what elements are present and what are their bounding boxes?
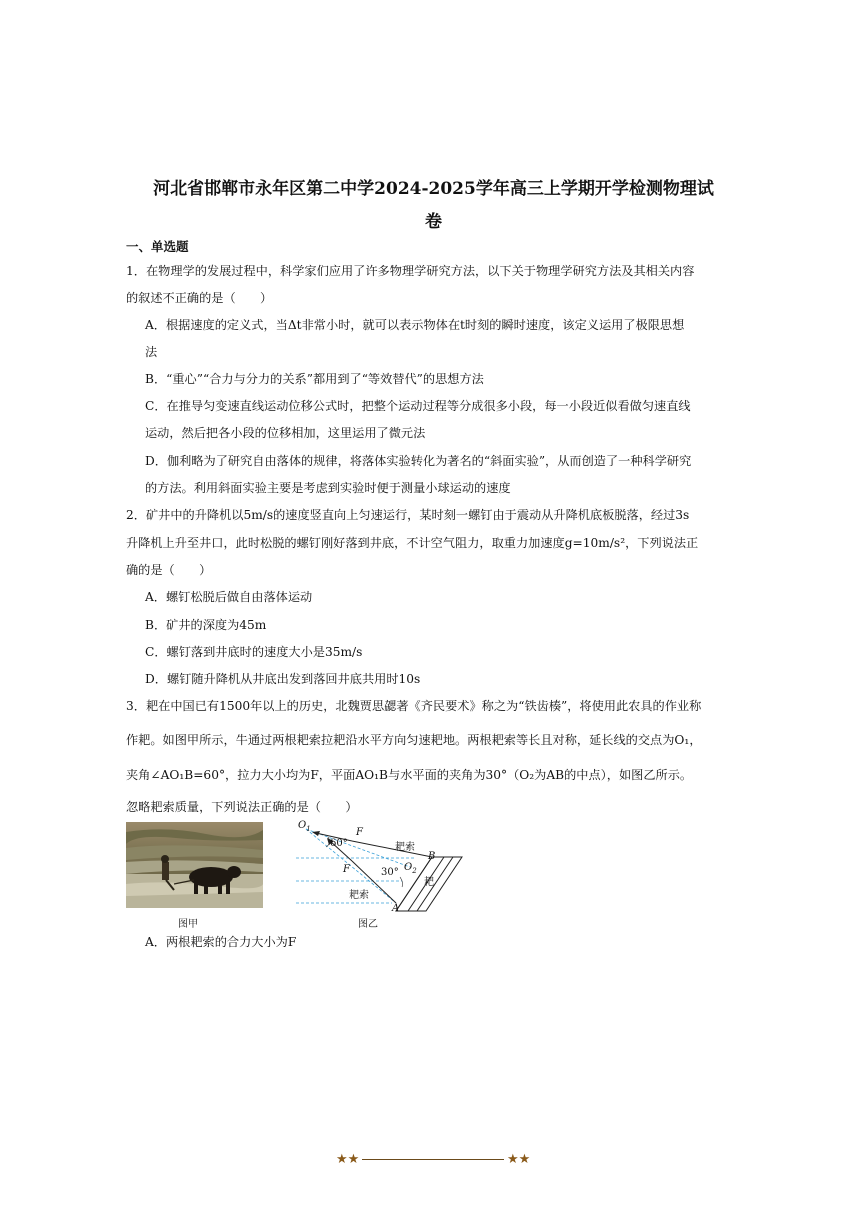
label-30-degrees: 30° (381, 867, 399, 878)
q2-option-d: D．螺钉随升降机从井底出发到落回井底共用时10s (145, 672, 421, 686)
q1-option-c-line2: 运动，然后把各小段的位移相加，这里运用了微元法 (145, 426, 426, 440)
q2-stem-line1: 2．矿井中的升降机以5m/s的速度竖直向上匀速运行，某时刻一螺钉由于震动从升降机底板脱落，经过3s (126, 508, 690, 522)
q1-option-a-line1: A．根据速度的定义式，当Δt非常小时，就可以表示物体在t时刻的瞬时速度，该定义运用了极限思想 (145, 318, 685, 332)
q2-stem-line2: 升降机上升至井口，此时松脱的螺钉刚好落到井底，不计空气阻力，取重力加速度g=10m/s²，下列说法正 (126, 536, 699, 550)
rake-bar (417, 857, 453, 911)
label-b: B (428, 851, 436, 862)
label-o1: $O_1$ (298, 820, 311, 833)
q3-stem-line4: 忽略耙索质量，下列说法正确的是（ ） (126, 800, 358, 814)
ox-plowing-photo (126, 822, 263, 908)
q1-option-a-line2: 法 (145, 345, 158, 359)
label-o2: $O_2$ (404, 862, 417, 875)
rope-line-top (352, 841, 432, 857)
label-60-degrees: 60° (330, 838, 348, 849)
q3-stem-line1: 3．耙在中国已有1500年以上的历史，北魏贾思勰著《齐民要术》称之为“铁齿楱”，将使用此农具的作业称 (126, 699, 702, 713)
q1-option-d-line2: 的方法。利用斜面实验主要是考虑到实验时便于测量小球运动的速度 (145, 481, 511, 495)
force-diagram (292, 815, 472, 915)
footer-rule (362, 1159, 504, 1160)
figure-b-caption: 图乙 (358, 919, 378, 930)
footer-stars-right: ★★ (507, 1152, 531, 1167)
figure-a-caption: 图甲 (178, 919, 198, 930)
q1-option-c-line1: C．在推导匀变速直线运动位移公式时，把整个运动过程等分成很多小段，每一小段近似看做匀速直线 (145, 399, 691, 413)
label-f-top: F (356, 827, 363, 838)
q1-option-d-line1: D．伽利略为了研究自由落体的规律，将落体实验转化为著名的“斜面实验”，从而创造了一种科学研究 (145, 454, 692, 468)
label-rope-top: 耙索 (395, 842, 415, 853)
q2-option-a: A．螺钉松脱后做自由落体运动 (145, 590, 313, 604)
q3-stem-line3: 夹角∠AO₁B=60°，拉力大小均为F，平面AO₁B与水平面的夹角为30°（O₂为AB的中点），如图乙所示。 (126, 768, 693, 782)
label-rope-bottom: 耙索 (349, 890, 369, 901)
q2-stem-line3: 确的是（ ） (126, 563, 212, 577)
q3-stem-line2: 作耙。如图甲所示，牛通过两根耙索拉耙沿水平方向匀速耙地。两根耙索等长且对称，延长线的交点为O₁， (126, 733, 702, 747)
q1-stem-line1: 1．在物理学的发展过程中，科学家们应用了许多物理学研究方法，以下关于物理学研究方法及其相关内容 (126, 264, 695, 278)
label-a: A (392, 903, 400, 914)
label-rake: 耙 (424, 877, 434, 888)
document-title-line1: 河北省邯郸市永年区第二中学2024-2025学年高三上学期开学检测物理试 (153, 179, 714, 199)
document-title-line2: 卷 (425, 212, 442, 232)
angle-arc-30 (400, 877, 403, 887)
q2-option-c: C．螺钉落到井底时的速度大小是35m/s (145, 645, 363, 659)
label-f-mid: F (343, 864, 350, 875)
q3-option-a: A．两根耙索的合力大小为F (145, 935, 297, 949)
q1-option-b: B．“重心”“合力与分力的关系”都用到了“等效替代”的思想方法 (145, 372, 484, 386)
footer-stars-left: ★★ (336, 1152, 360, 1167)
q2-option-b: B．矿井的深度为45m (145, 618, 267, 632)
section-heading: 一、单选题 (126, 239, 189, 254)
q1-stem-line2: 的叙述不正确的是（ ） (126, 291, 273, 305)
